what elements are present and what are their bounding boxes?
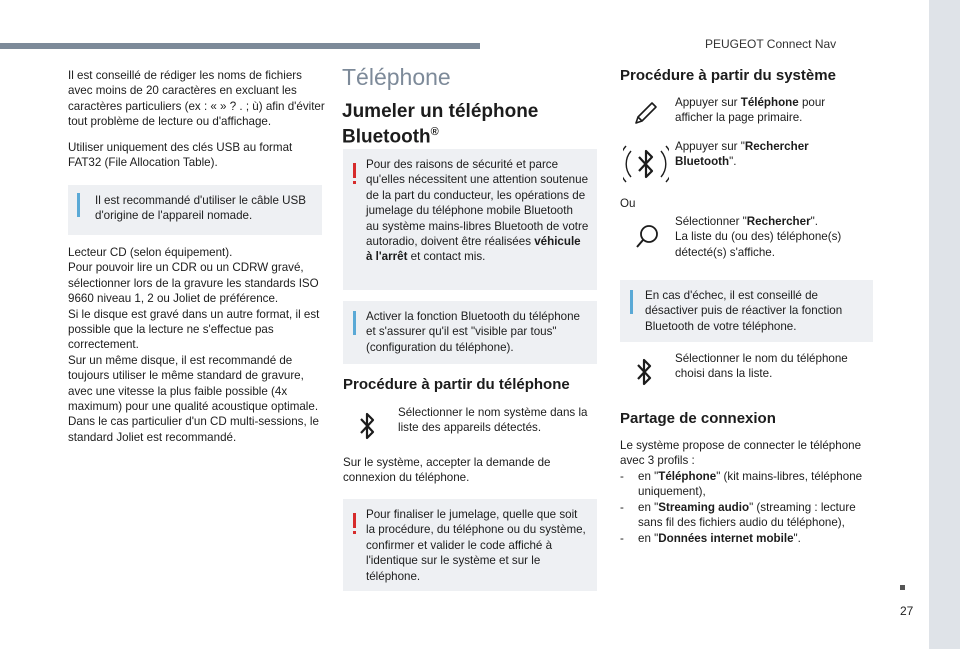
cd-line: Pour pouvoir lire un CDR ou un CDRW gravé, sélectionner lors de la gravure les standards ISO 9660 niveau 1, 2 ou Joliet de préférence.: [68, 261, 319, 306]
procedure-system-heading: Procédure à partir du système: [620, 67, 836, 84]
paragraph-accept-connection: Sur le système, accepter la demande de connexion du téléphone.: [343, 456, 551, 485]
registered-mark: ®: [430, 126, 439, 138]
step-select-search: Sélectionner "Rechercher". La liste du (ou des) téléphone(s) détecté(s) s'affiche.: [675, 215, 842, 259]
pair-heading: [342, 101, 572, 147]
connection-sharing-heading: Partage de connexion: [620, 410, 776, 427]
paragraph-filenames: Il est conseillé de rédiger les noms de fichiers avec moins de 20 caractères en excluant les caractères particuliers (ex : « » ? . ; ù) afin d'éviter tout problème de lecture ou d'affichage.: [68, 69, 325, 129]
step-select-system: Sélectionner le nom système dans la liste des appareils détectés.: [398, 406, 588, 435]
warning-note-pairing-code: Pour finaliser le jumelage, quelle que soit la procédure, du téléphone ou du système, confirmer et valider le code affiché à l'identique sur le système et sur le téléphone.: [343, 499, 597, 591]
list-item: - en "Téléphone" (kit mains-libres, téléphone uniquement),: [620, 470, 863, 499]
info-icon: [77, 195, 80, 217]
bluetooth-icon: [357, 410, 377, 442]
info-icon: [630, 292, 633, 314]
sharing-intro: Le système propose de connecter le téléphone avec 3 profils :: [620, 439, 862, 468]
section-title: Téléphone: [342, 64, 451, 90]
pen-icon: [633, 100, 659, 126]
step-press-telephone: Appuyer sur Téléphone pour afficher la page primaire.: [675, 96, 826, 125]
list-item: - en "Données internet mobile".: [620, 531, 801, 545]
info-note-usb-cable: [68, 185, 322, 235]
bluetooth-search-icon: [623, 141, 669, 187]
bluetooth-icon: [634, 356, 654, 388]
step-press-search-bluetooth: Appuyer sur "Rechercher Bluetooth".: [675, 140, 809, 169]
warning-note-safety: Pour des raisons de sécurité et parce qu'elles nécessitent une attention soutenue de la part du conducteur, les opérations de jumelage du téléphone mobile Bluetooth au système mains-libres Bluetooth de votre autoradio, doivent être réalisées véhicule à l'arrêt et contact mis.: [343, 149, 597, 290]
page-number: 27: [900, 604, 914, 618]
cd-line: Dans le cas particulier d'un CD multi-sessions, le standard Joliet est recommandé.: [68, 415, 319, 444]
step-select-phone: Sélectionner le nom du téléphone choisi dans la liste.: [675, 352, 848, 381]
cd-line: Sur un même disque, il est recommandé de toujours utiliser le même standard de gravure, avec une vitesse la plus faible possible (4x maximum) pour une qualité acoustique optimale.: [68, 353, 319, 414]
procedure-phone-heading: Procédure à partir du téléphone: [343, 376, 570, 393]
cd-line: Si le disque est gravé dans un autre format, il est possible que la lecture ne s'effectue pas correctement.: [68, 307, 320, 352]
info-icon: [353, 313, 356, 335]
magnifier-icon: [634, 222, 662, 250]
list-item: - en "Streaming audio" (streaming : lecture sans fil des fichiers audio du téléphone),: [620, 500, 856, 530]
info-note-text: Il est recommandé d'utiliser le câble USB d'origine de l'appareil nomade.: [95, 194, 306, 223]
paragraph-usb-format: Utiliser uniquement des clés USB au format FAT32 (File Allocation Table).: [68, 141, 293, 170]
running-header: PEUGEOT Connect Nav: [705, 37, 837, 51]
info-note-retry-bluetooth: En cas d'échec, il est conseillé de désactiver puis de réactiver la fonction Bluetooth de votre téléphone.: [620, 280, 873, 342]
end-marker: [900, 585, 905, 590]
cd-section: [68, 245, 326, 445]
warning-icon: [353, 163, 356, 178]
info-note-activate-bluetooth: Activer la fonction Bluetooth du téléphone et s'assurer qu'il est "visible par tous" (configuration du téléphone).: [343, 301, 597, 364]
top-rule: [0, 43, 480, 49]
or-label: Ou: [620, 197, 636, 210]
cd-line: Lecteur CD (selon équipement).: [68, 246, 233, 259]
pair-heading-text: Jumeler un téléphone Bluetooth: [342, 101, 539, 148]
profile-list: [620, 469, 878, 546]
page-edge-band: [929, 0, 960, 649]
warning-icon: [353, 513, 356, 528]
